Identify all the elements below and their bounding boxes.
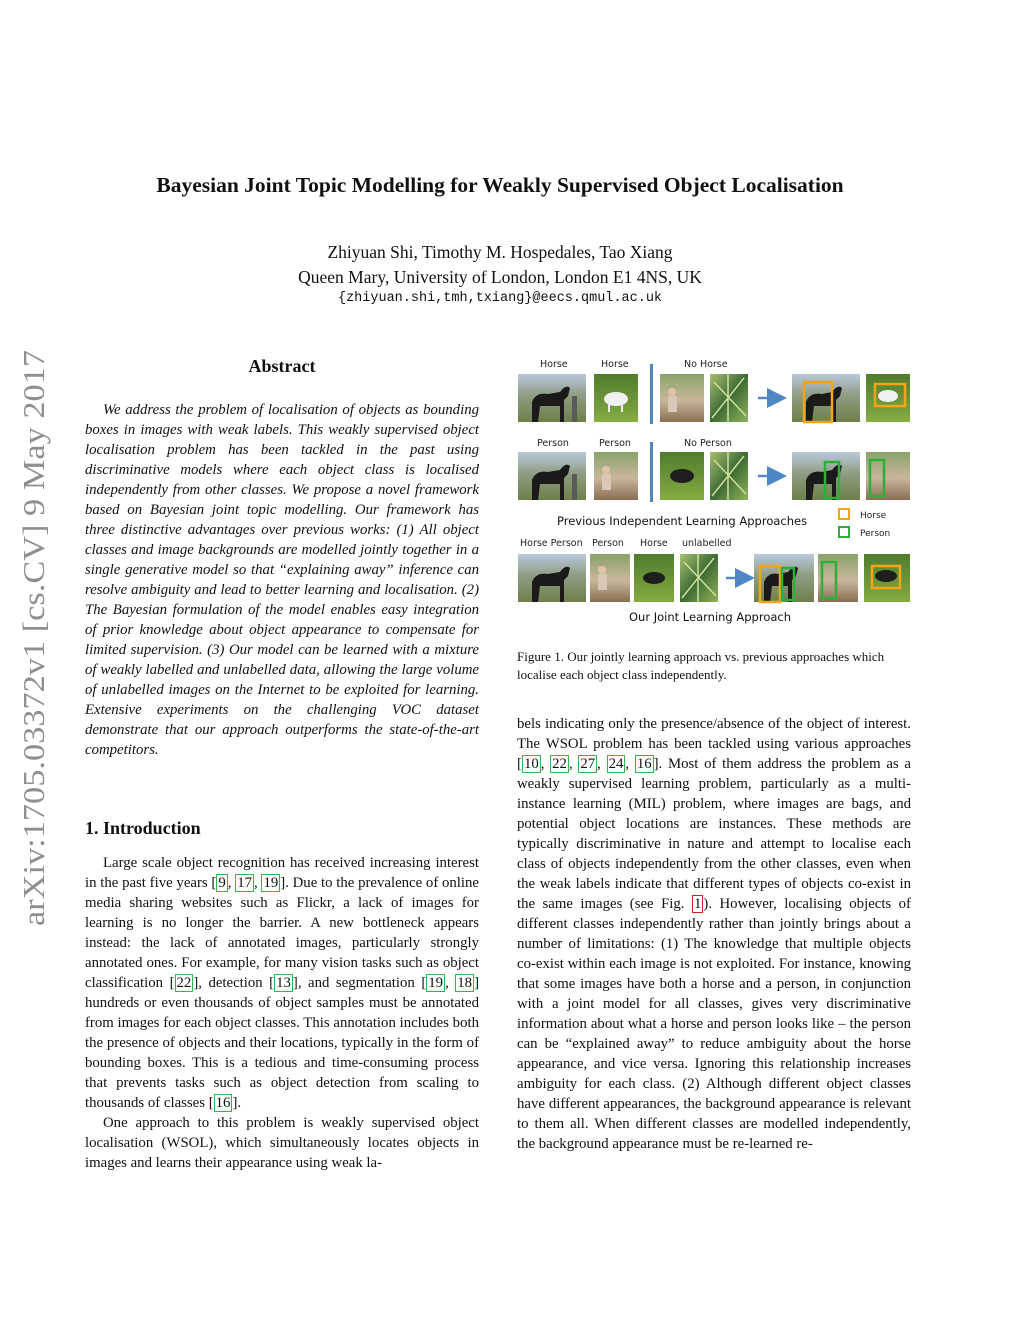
fig-joint-label: Our Joint Learning Approach <box>629 610 792 624</box>
citation-link[interactable]: 13 <box>276 975 291 991</box>
fig-result-person-box <box>818 554 858 602</box>
fig-image-horse-person <box>518 554 586 602</box>
fig-result-white-horse-box <box>866 374 910 422</box>
arxiv-stamp <box>10 348 54 928</box>
figure-1 <box>514 352 916 632</box>
fig-result-horse-box <box>864 554 910 602</box>
fig-row1-label: No Horse <box>684 359 728 370</box>
right-column-body <box>517 714 911 1154</box>
legend-person-swatch <box>839 527 849 537</box>
fig-image-people <box>594 452 638 500</box>
fig-image-palm <box>710 374 748 422</box>
citation-link[interactable]: 18 <box>457 975 473 991</box>
fig-row3-label: Horse Person <box>520 538 583 549</box>
abstract-heading: Abstract <box>248 356 316 376</box>
fig-image-people <box>590 554 630 602</box>
abstract-body <box>85 400 479 760</box>
fig-row1-label: Horse <box>540 359 568 370</box>
author-email: {zhiyuan.shi,tmh,txiang}@eecs.qmul.ac.uk <box>337 291 663 306</box>
fig-result-horse-box <box>792 374 860 422</box>
citation-link[interactable]: 19 <box>428 975 444 991</box>
citation-link[interactable]: 16 <box>215 1095 231 1111</box>
fig-image-people <box>660 374 704 422</box>
fig-image-white-horse <box>594 374 638 422</box>
arxiv-stamp-text: arXiv:1705.03372v1 [cs.CV] 9 May 2017 <box>16 405 51 926</box>
citation-link[interactable]: 27 <box>580 756 596 772</box>
figure-link[interactable]: 1 <box>693 896 702 912</box>
citation-link[interactable]: 17 <box>237 875 252 891</box>
fig-row3-label: Person <box>592 538 624 549</box>
introduction-body <box>85 853 479 1173</box>
fig-row2-label: Person <box>599 438 631 449</box>
fig-divider <box>650 442 653 502</box>
legend-horse-label: Horse <box>860 511 887 521</box>
fig-result-person-box <box>792 452 860 500</box>
right-paragraph: bels indicating only the presence/absence of the object of interest. The WSOL problem has been tackled using various approaches [ 10 , 22 , 27 , 24 , 16 ]. Most of them address the problem as a weakly supervised learning problem, particularly as a multi-instance learning (MIL) problem, where images are bags, and potential object locations are instances. These methods are typically discriminative in nature and attempt to localise each class of objects independently from the other classes, even when the weak labels indicate that different types of objects co-exist in the same images (see Fig. 1 ). However, localising objects of different classes independently rather than jointly brings about a number of limitations: (1) The knowledge that multiple objects co-exist within each image is not exploited. For instance, knowing that some images have both a horse and a person, in conjunction with a joint model for all classes, gives very discriminative information about what a horse and person looks like – the person can be “explained away” to reduce ambiguity about the horse appearance, and vice versa. Ignoring this relationship increases ambiguity for each class. (2) Although different object classes have different appearances, the background appearance is relevant to them all. When different classes are modelled independently, the background appearance must be re-learned re- <box>517 716 911 1152</box>
author-affiliation: Queen Mary, University of London, London E1 4NS, UK <box>298 267 702 287</box>
fig-previous-label: Previous Independent Learning Approaches <box>557 514 808 528</box>
fig-divider <box>650 364 653 424</box>
legend-horse-swatch <box>839 509 849 519</box>
fig-result-person-box <box>866 452 910 500</box>
citation-link[interactable]: 22 <box>176 975 192 991</box>
fig-row3-label: unlabelled <box>682 538 732 549</box>
figure-1-caption: Figure 1. Our jointly learning approach vs. previous approaches which localise each object class independently. <box>517 649 885 682</box>
citation-link[interactable]: 22 <box>552 756 567 772</box>
fig-image-horse-person <box>518 374 586 422</box>
intro-paragraph-1: Large scale object recognition has received increasing interest in the past five years [ 9 , 17 , 19 ]. Due to the prevalence of online media sharing websites such as Flickr, a lack of images for learning is no longer the barrier. A new bottleneck appears instead: the lack of annotated images, particularly strongly annotated ones. For example, for many vision tasks such as object classification [ 22 ], detection [ 13 ], and segmentation [ 19 , 18 ] hundreds or even thousands of object samples must be annotated from images for each object classes. This annotation includes both the presence of objects and their locations, typically in the form of bounding boxes. This is a tedious and time-consuming process that prevents tasks such as object detection from scaling to thousands of classes [ 16 ]. <box>85 855 480 1111</box>
fig-image-palm <box>710 452 748 500</box>
fig-image-palm <box>680 554 718 602</box>
author-block <box>0 240 1000 290</box>
fig-image-dark-horse <box>660 452 704 500</box>
citation-link[interactable]: 16 <box>636 756 652 772</box>
fig-result-horse-person-box <box>754 554 814 602</box>
author-names: Zhiyuan Shi, Timothy M. Hospedales, Tao Xiang <box>327 242 673 262</box>
fig-image-dark-horse <box>634 554 674 602</box>
citation-link[interactable]: 24 <box>608 756 624 772</box>
fig-row1-label: Horse <box>601 359 629 370</box>
abstract-text: We address the problem of localisation of objects as bounding boxes in images with weak labels. This weakly supervised object localisation problem has been tackled in the past using discriminative models where each object class is localised independently from other classes. We propose a novel framework based on Bayesian joint topic modelling. Our framework has three distinctive advantages over previous works: (1) All object classes and image backgrounds are modelled jointly together in a single generative model so that “explaining away” inference can resolve ambiguity and lead to better learning and localisation. (2) The Bayesian formulation of the model enables easy integration of prior knowledge about object appearance to compensate for limited supervision. (3) Our model can be learned with a mixture of weakly labelled and unlabelled data, allowing the large volume of unlabelled images on the Internet to be exploited for learning. Extensive experiments on the challenging VOC dataset demonstrate that our approach outperforms the state-of-the-art competitors. <box>85 402 479 758</box>
citation-link[interactable]: 19 <box>263 875 279 891</box>
fig-row3-label: Horse <box>640 538 668 549</box>
citation-link[interactable]: 9 <box>218 875 226 891</box>
fig-image-horse-person <box>518 452 586 500</box>
citation-link[interactable]: 10 <box>523 756 539 772</box>
section-heading-introduction: 1. Introduction <box>85 818 201 838</box>
paper-title: Bayesian Joint Topic Modelling for Weakly Supervised Object Localisation <box>156 173 844 197</box>
fig-row2-label: No Person <box>684 438 732 449</box>
intro-paragraph-2: One approach to this problem is weakly supervised object localisation (WSOL), which simultaneously locates objects in images and learns their appearance using weak la- <box>85 1115 479 1171</box>
fig-row2-label: Person <box>537 438 569 449</box>
legend-person-label: Person <box>860 529 891 539</box>
